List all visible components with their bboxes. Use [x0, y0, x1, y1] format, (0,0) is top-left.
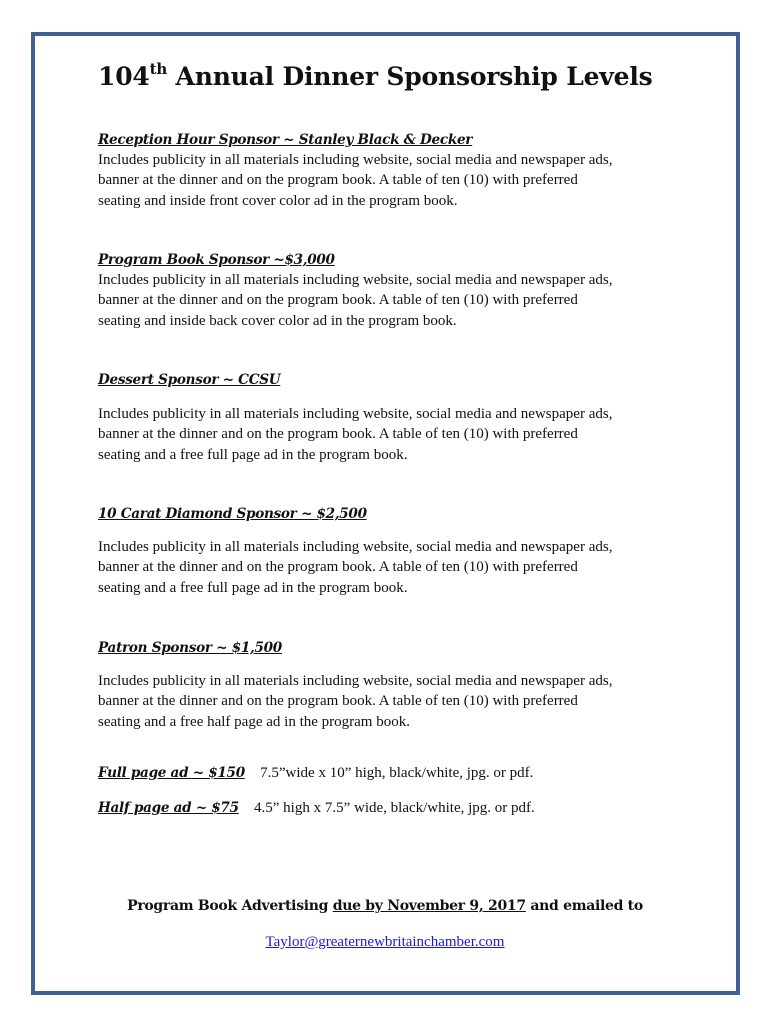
sponsor-heading: Program Book Sponsor ~$3,000 [98, 252, 335, 268]
sponsor-heading: Patron Sponsor ~ $1,500 [98, 640, 282, 656]
sponsor-description: Includes publicity in all materials including website, social media and newspaper ads, banner at the dinner and on the program book. A table of ten (10) with preferred seating and inside back cover color ad in the program book. [98, 272, 613, 329]
page-title [98, 62, 653, 91]
sponsor-description: Includes publicity in all materials including website, social media and newspaper ads, banner at the dinner and on the program book. A table of ten (10) with preferred seating and a free full page ad in the program book. [98, 539, 613, 596]
title-number: 104 [98, 62, 150, 91]
title-text: Annual Dinner Sponsorship Levels [167, 62, 653, 91]
sponsor-heading: Reception Hour Sponsor ~ Stanley Black & Decker [98, 132, 473, 148]
sponsor-section-patron [98, 638, 678, 732]
deadline-suffix: and emailed to [525, 898, 643, 914]
contact-email-line [0, 932, 770, 952]
ad-label: Full page ad ~ $150 [98, 765, 245, 781]
sponsor-section-dessert [98, 370, 678, 465]
sponsor-section-diamond [98, 504, 678, 598]
sponsor-description: Includes publicity in all materials including website, social media and newspaper ads, banner at the dinner and on the program book. A table of ten (10) with preferred seating and inside front cover color ad in the program book. [98, 152, 613, 209]
ad-description: 4.5” high x 7.5” wide, black/white, jpg. or pdf. [254, 800, 535, 816]
ad-label: Half page ad ~ $75 [98, 800, 239, 816]
advertising-deadline [0, 896, 770, 916]
ad-description: 7.5”wide x 10” high, black/white, jpg. or pdf. [260, 765, 534, 781]
deadline-prefix: Program Book Advertising [127, 898, 333, 914]
ad-rate-full-page [98, 762, 533, 783]
sponsor-description: Includes publicity in all materials including website, social media and newspaper ads, banner at the dinner and on the program book. A table of ten (10) with preferred seating and a free full page ad in the program book. [98, 406, 613, 463]
deadline-date: due by November 9, 2017 [332, 898, 526, 914]
sponsor-heading: Dessert Sponsor ~ CCSU [98, 372, 281, 388]
sponsor-section-program-book [98, 250, 678, 331]
ad-rate-half-page [98, 797, 535, 818]
title-superscript: th [149, 60, 168, 78]
contact-email-link[interactable]: Taylor@greaternewbritainchamber.com [265, 934, 505, 950]
sponsor-heading: 10 Carat Diamond Sponsor ~ $2,500 [98, 506, 367, 522]
sponsor-section-reception-hour [98, 130, 678, 211]
sponsor-description: Includes publicity in all materials including website, social media and newspaper ads, banner at the dinner and on the program book. A table of ten (10) with preferred seating and a free half page ad in the program book. [98, 673, 613, 730]
